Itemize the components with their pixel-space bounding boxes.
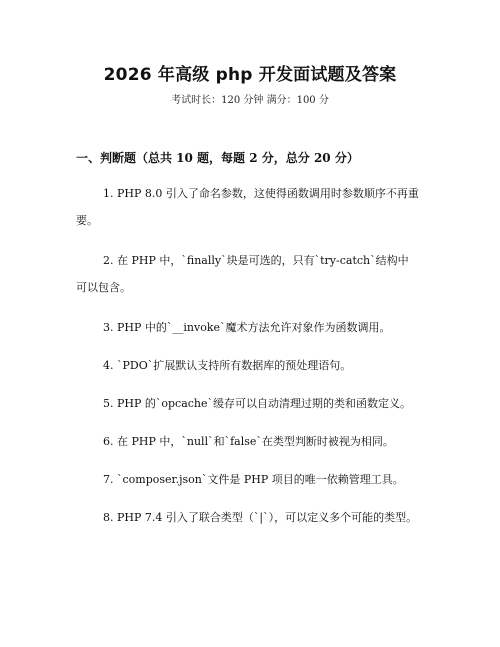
question-4 bbox=[76, 352, 446, 379]
question-7 bbox=[76, 466, 446, 493]
question-text: 6. 在 PHP 中，`null`和`false`在类型判断时被视为相同。 bbox=[103, 435, 394, 448]
exam-info: 考试时长：120 分钟 满分：100 分 bbox=[171, 95, 329, 106]
question-8 bbox=[76, 504, 446, 531]
question-text: 1. PHP 8.0 引入了命名参数，这使得函数调用时参数顺序不再重 bbox=[103, 187, 419, 200]
question-text: 7. `composer.json`文件是 PHP 项目的唯一依赖管理工具。 bbox=[103, 473, 404, 486]
question-text: 2. 在 PHP 中，`finally`块是可选的，只有`try-catch`结构中 bbox=[103, 254, 409, 267]
question-text: 3. PHP 中的`__invoke`魔术方法允许对象作为函数调用。 bbox=[103, 321, 391, 334]
question-text: 8. PHP 7.4 引入了联合类型（`|`），可以定义多个可能的类型。 bbox=[103, 511, 418, 524]
page-title: 2026 年高级 php 开发面试题及答案 bbox=[103, 65, 397, 85]
question-5 bbox=[76, 390, 446, 417]
question-1 bbox=[76, 180, 446, 234]
section-heading: 一、判断题（总共 10 题，每题 2 分，总分 20 分） bbox=[76, 151, 359, 165]
question-2 bbox=[76, 247, 446, 301]
question-text-continued: 可以包含。 bbox=[76, 281, 131, 294]
question-text: 5. PHP 的`opcache`缓存可以自动清理过期的类和函数定义。 bbox=[103, 397, 412, 410]
question-text-continued: 要。 bbox=[76, 214, 98, 227]
question-3 bbox=[76, 314, 446, 341]
question-text: 4. `PDO`扩展默认支持所有数据库的预处理语句。 bbox=[103, 359, 352, 372]
question-6 bbox=[76, 428, 446, 455]
